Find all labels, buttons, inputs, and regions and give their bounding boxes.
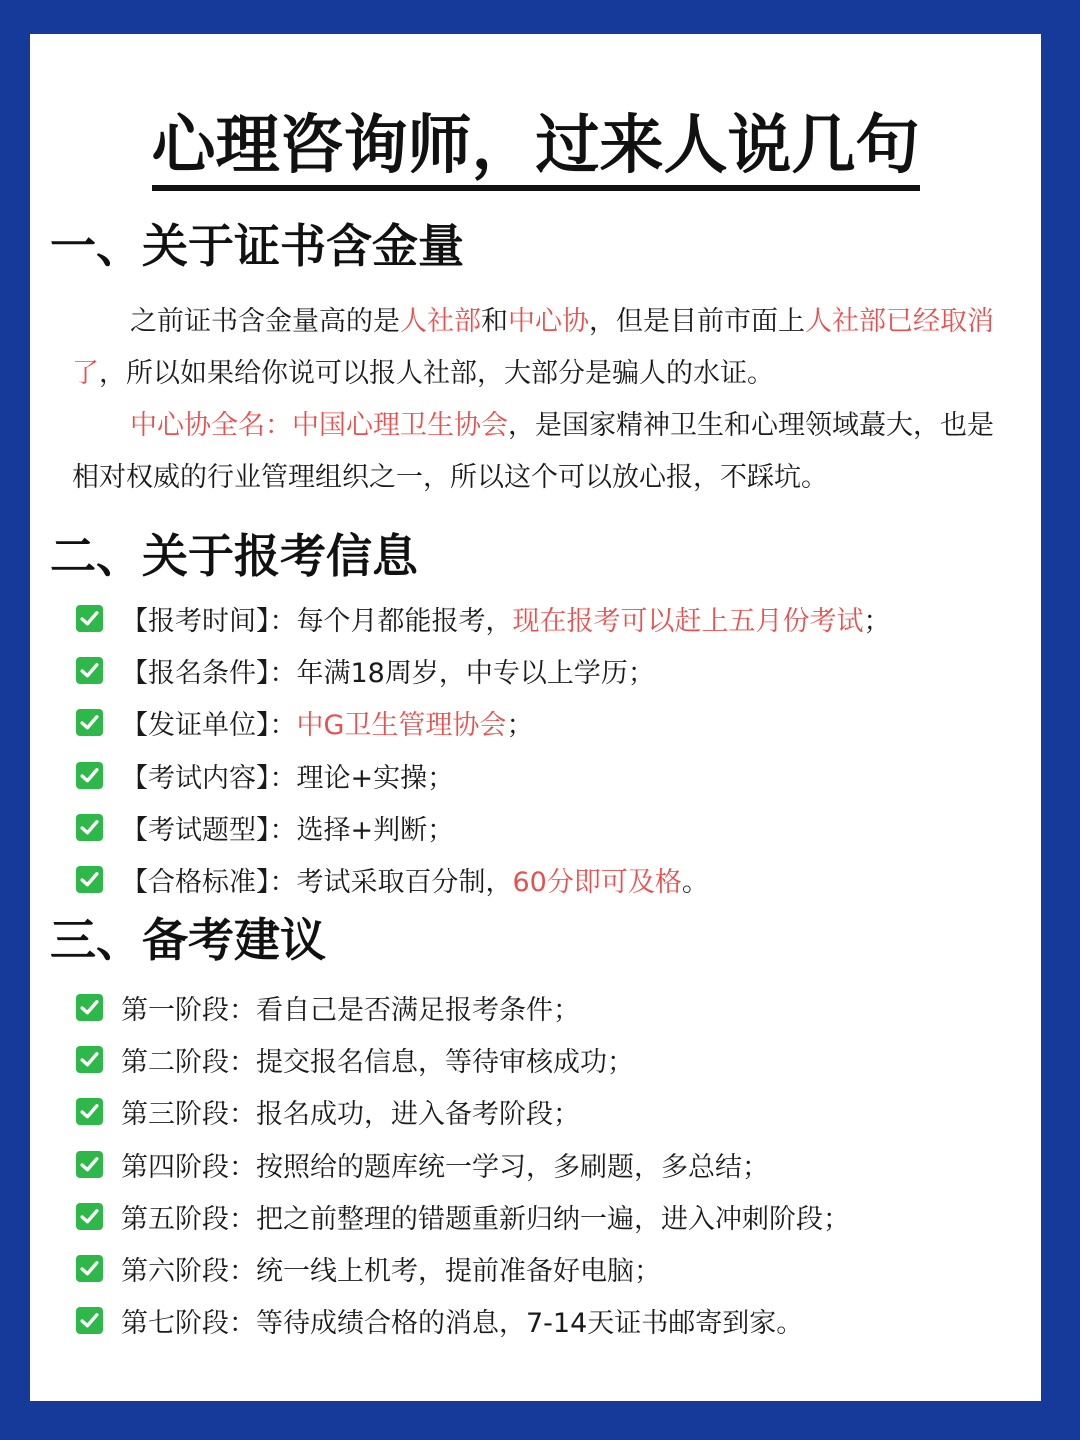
info-list-item xyxy=(76,697,891,749)
highlight-text: 人社部已经取消了 xyxy=(72,306,994,389)
check-box-icon xyxy=(76,1203,103,1230)
check-box-icon xyxy=(76,657,103,684)
page-title-text: 心理咨询师，过来人说几句 xyxy=(152,109,920,191)
info-list-item xyxy=(76,853,891,905)
study-stage-list xyxy=(76,981,850,1347)
info-tail: ； xyxy=(506,710,534,742)
para-text: ，是国家精神卫生和心理领域蕞大，也是相对权威的行业管理组织之一，所以这个可以放心报，不踩坑。 xyxy=(72,410,994,493)
info-label: 【合格标准】： xyxy=(121,867,297,899)
stage-text: 第五阶段：把之前整理的错题重新归纳一遍，进入冲刺阶段； xyxy=(121,1203,850,1235)
check-box-icon xyxy=(76,814,103,841)
highlight-text: 中心协 xyxy=(508,306,589,337)
info-list-item xyxy=(76,644,891,696)
content-card xyxy=(30,34,1041,1401)
info-highlight: 60分即可及格 xyxy=(512,867,682,899)
info-label: 【考试题型】： xyxy=(121,814,297,846)
stage-text: 第二阶段：提交报名信息，等待审核成功； xyxy=(121,1046,634,1078)
stage-list-item xyxy=(76,1138,850,1190)
section-heading-study-advice: 三、备考建议 xyxy=(50,913,326,967)
section-heading-certificate: 一、关于证书含金量 xyxy=(50,219,464,273)
info-list-item xyxy=(76,801,891,853)
para-text: 之前证书含金量高的是 xyxy=(130,306,400,337)
info-label: 【考试内容】： xyxy=(121,762,297,794)
stage-list-item xyxy=(76,1033,850,1085)
stage-list-item xyxy=(76,1190,850,1242)
section-heading-registration: 二、关于报考信息 xyxy=(50,529,418,583)
highlight-text: 中心协全名：中国心理卫生协会 xyxy=(130,410,508,441)
para-text: ，所以如果给你说可以报人社部，大部分是骗人的水证。 xyxy=(99,358,774,389)
para-text: ，但是目前市面上 xyxy=(589,306,805,337)
check-box-icon xyxy=(76,605,103,632)
check-box-icon xyxy=(76,1046,103,1073)
stage-text: 第七阶段：等待成绩合格的消息，7-14天证书邮寄到家。 xyxy=(121,1308,804,1340)
registration-info-list xyxy=(76,592,891,906)
check-box-icon xyxy=(76,1151,103,1178)
check-box-icon xyxy=(76,1255,103,1282)
check-box-icon xyxy=(76,1098,103,1125)
page-title xyxy=(30,106,1041,186)
info-list-item xyxy=(76,749,891,801)
stage-text: 第一阶段：看自己是否满足报考条件； xyxy=(121,994,580,1026)
info-label: 【报名条件】： xyxy=(121,657,297,689)
stage-list-item xyxy=(76,1295,850,1347)
check-box-icon xyxy=(76,762,103,789)
info-tail: ； xyxy=(863,605,891,637)
info-text: 考试采取百分制， xyxy=(296,867,513,899)
stage-text: 第六阶段：统一线上机考，提前准备好电脑； xyxy=(121,1256,661,1288)
info-label: 【发证单位】： xyxy=(121,710,297,742)
highlight-text: 人社部 xyxy=(400,306,481,337)
check-box-icon xyxy=(76,994,103,1021)
info-text: 理论+实操； xyxy=(296,762,455,794)
para-text: 和 xyxy=(481,306,508,337)
stage-text: 第三阶段：报名成功，进入备考阶段； xyxy=(121,1099,580,1131)
stage-list-item xyxy=(76,981,850,1033)
check-box-icon xyxy=(76,709,103,736)
check-box-icon xyxy=(76,866,103,893)
info-text: 年满18周岁，中专以上学历； xyxy=(296,657,655,689)
paragraph-certificate-value xyxy=(72,296,1012,400)
info-label: 【报考时间】： xyxy=(121,605,297,637)
check-box-icon xyxy=(76,1307,103,1334)
info-text: 每个月都能报考， xyxy=(296,605,513,637)
info-highlight: 现在报考可以赶上五月份考试 xyxy=(512,605,864,637)
paragraph-association xyxy=(72,400,1012,504)
info-text: 选择+判断； xyxy=(296,814,455,846)
stage-text: 第四阶段：按照给的题库统一学习，多刷题，多总结； xyxy=(121,1151,769,1183)
stage-list-item xyxy=(76,1242,850,1294)
info-highlight: 中G卫生管理协会 xyxy=(296,710,507,742)
info-list-item xyxy=(76,592,891,644)
info-tail: 。 xyxy=(681,867,709,899)
stage-list-item xyxy=(76,1086,850,1138)
